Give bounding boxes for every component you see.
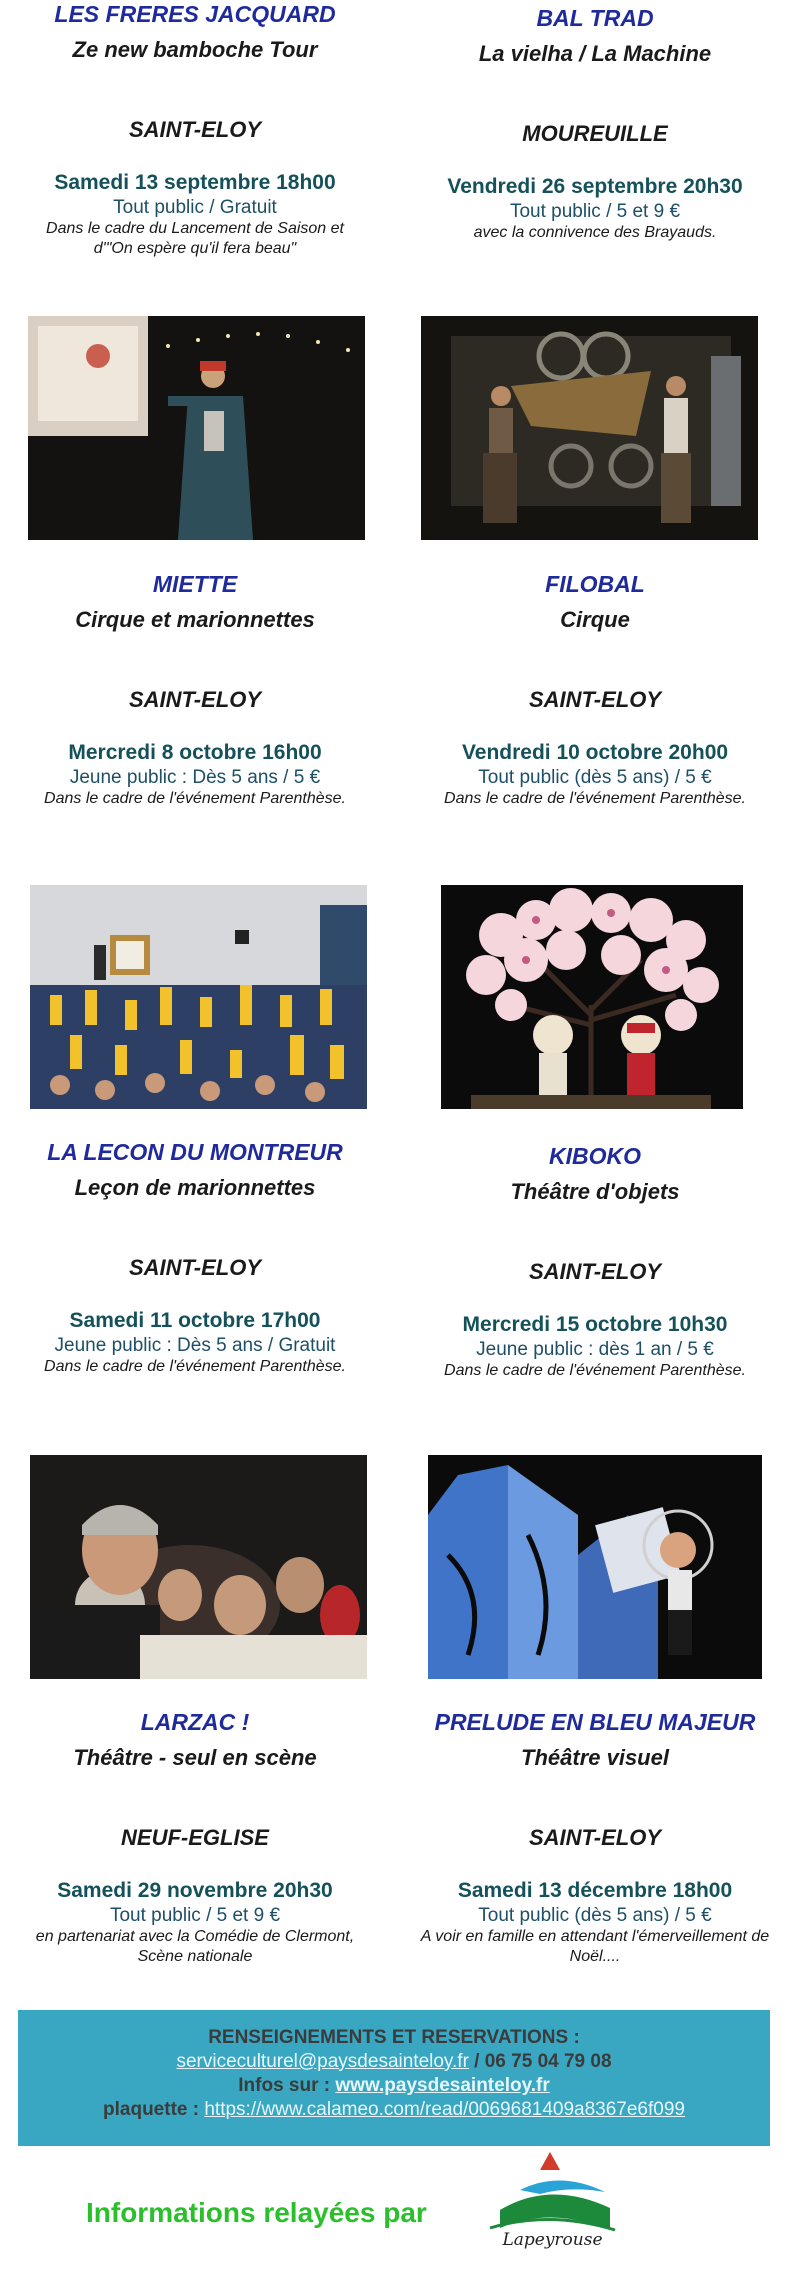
- event-date: Mercredi 15 octobre 10h30: [462, 1313, 728, 1336]
- event-note: A voir en famille en attendant l'émerveillement de Noël....: [420, 1928, 770, 1965]
- event-subtitle: Ze new bamboche Tour: [72, 37, 318, 62]
- event-title: FILOBAL: [545, 571, 645, 597]
- event-date: Mercredi 8 octobre 16h00: [68, 741, 322, 764]
- event-prelude-bleu-majeur: [400, 1708, 790, 1967]
- event-date: Samedi 13 décembre 18h00: [457, 1879, 733, 1902]
- event-title: PRELUDE EN BLEU MAJEUR: [434, 1709, 756, 1735]
- event-title: BAL TRAD: [536, 5, 654, 31]
- email-link[interactable]: serviceculturel@paysdesainteloy.fr: [176, 2051, 469, 2072]
- event-filobal: [400, 570, 790, 809]
- event-subtitle: Cirque et marionnettes: [75, 607, 315, 632]
- lapeyrouse-logo: [480, 2150, 625, 2260]
- event-title: LARZAC !: [140, 1709, 250, 1735]
- relay-text: Informations relayées par: [86, 2197, 427, 2228]
- event-note: Dans le cadre de l'événement Parenthèse.: [44, 790, 346, 807]
- lapeyrouse-logo-icon: [480, 2150, 625, 2240]
- photo-jacquard: [28, 316, 365, 540]
- plaquette-label: plaquette :: [103, 2099, 205, 2120]
- event-date: Vendredi 10 octobre 20h00: [461, 741, 729, 764]
- event-venue: SAINT-ELOY: [128, 117, 261, 142]
- event-note: en partenariat avec la Comédie de Clermont, Scène nationale: [35, 1928, 355, 1965]
- lapeyrouse-logo-text: Lapeyrouse: [502, 2230, 603, 2250]
- phone-number: / 06 75 04 79 08: [468, 2051, 612, 2072]
- event-bal-trad: [400, 4, 790, 243]
- event-public: Tout public (dès 5 ans) / 5 €: [478, 767, 712, 788]
- event-public: Jeune public : dès 1 an / 5 €: [476, 1339, 714, 1360]
- event-title: MIETTE: [152, 571, 238, 597]
- event-venue: SAINT-ELOY: [528, 1259, 661, 1284]
- event-venue: MOUREUILLE: [522, 121, 668, 146]
- event-date: Samedi 29 novembre 20h30: [57, 1879, 333, 1902]
- event-lecon-montreur: [0, 1138, 390, 1377]
- photo-bal-trad: [421, 316, 758, 540]
- event-subtitle: La vielha / La Machine: [478, 41, 712, 66]
- event-note: Dans le cadre de l'événement Parenthèse.: [44, 1358, 346, 1375]
- website-link[interactable]: www.paysdesainteloy.fr: [335, 2075, 550, 2096]
- event-venue: SAINT-ELOY: [128, 687, 261, 712]
- event-public: Tout public / 5 et 9 €: [509, 201, 681, 222]
- reservations-box: [18, 2010, 770, 2146]
- event-public: Tout public / 5 et 9 €: [109, 1905, 281, 1926]
- event-note: Dans le cadre de l'événement Parenthèse.: [444, 1362, 746, 1379]
- infos-label: Infos sur :: [238, 2075, 336, 2096]
- photo-lecon-montreur: [30, 1455, 367, 1679]
- event-public: Tout public (dès 5 ans) / 5 €: [478, 1905, 712, 1926]
- event-date: Samedi 13 septembre 18h00: [54, 171, 336, 194]
- event-subtitle: Théâtre d'objets: [510, 1179, 680, 1204]
- event-miette: [0, 570, 390, 809]
- event-kiboko: [400, 1142, 790, 1381]
- event-jacquard: [0, 0, 390, 259]
- event-venue: SAINT-ELOY: [128, 1255, 261, 1280]
- reservations-heading: RENSEIGNEMENTS ET RESERVATIONS :: [208, 2027, 580, 2048]
- event-public: Jeune public : Dès 5 ans / 5 €: [69, 767, 321, 788]
- event-date: Vendredi 26 septembre 20h30: [447, 175, 743, 198]
- event-subtitle: Leçon de marionnettes: [74, 1175, 316, 1200]
- event-public: Jeune public : Dès 5 ans / Gratuit: [54, 1335, 336, 1356]
- event-title: LA LECON DU MONTREUR: [47, 1139, 343, 1165]
- event-note: avec la connivence des Brayauds.: [473, 224, 717, 241]
- event-venue: NEUF-EGLISE: [121, 1825, 269, 1850]
- event-venue: SAINT-ELOY: [528, 1825, 661, 1850]
- event-date: Samedi 11 octobre 17h00: [69, 1309, 321, 1332]
- event-venue: SAINT-ELOY: [528, 687, 661, 712]
- photo-filobal: [441, 885, 743, 1109]
- event-title: KIBOKO: [549, 1143, 641, 1169]
- event-public: Tout public / Gratuit: [113, 197, 277, 218]
- event-subtitle: Cirque: [560, 607, 630, 632]
- photo-miette: [30, 885, 367, 1109]
- event-title: LES FRERES JACQUARD: [54, 1, 336, 27]
- event-note: Dans le cadre du Lancement de Saison et d'"On espère qu'il fera beau": [46, 220, 344, 257]
- event-note: Dans le cadre de l'événement Parenthèse.: [444, 790, 746, 807]
- event-subtitle: Théâtre visuel: [521, 1745, 669, 1770]
- event-subtitle: Théâtre - seul en scène: [73, 1745, 317, 1770]
- photo-kiboko: [428, 1455, 762, 1679]
- plaquette-link[interactable]: https://www.calameo.com/read/0069681409a8367e6f099: [204, 2099, 685, 2120]
- event-larzac: [0, 1708, 390, 1967]
